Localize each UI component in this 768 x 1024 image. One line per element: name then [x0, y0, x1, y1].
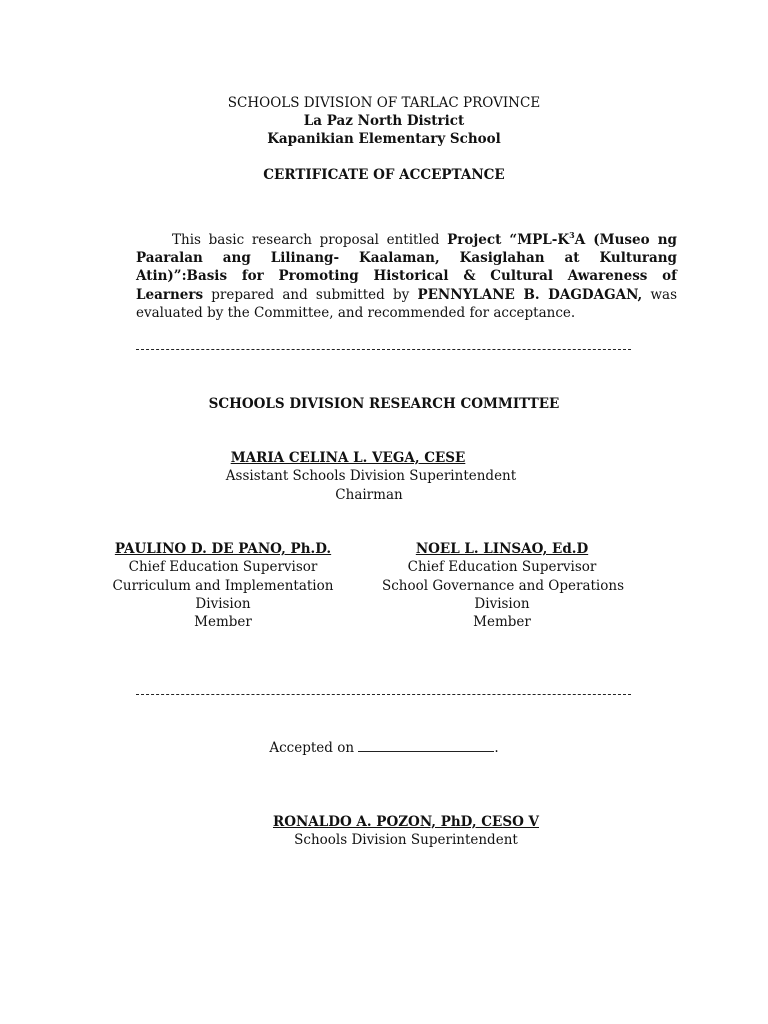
acceptance-label: Accepted on — [269, 740, 359, 756]
member-left-role: Member — [194, 614, 252, 631]
acceptance-suffix: . — [494, 740, 499, 756]
chair-position: Assistant Schools Division Superintendent — [225, 468, 517, 484]
member-right-unit: School Governance and Operations — [382, 577, 624, 594]
body-mid: prepared and submitted by — [203, 286, 418, 303]
member-left — [108, 540, 338, 631]
member-right-role: Member — [473, 614, 531, 631]
body-intro: This basic research proposal entitled — [172, 232, 448, 248]
acceptance-date-blank — [358, 739, 494, 752]
divider — [136, 694, 631, 695]
chair-role: Chairman — [335, 487, 403, 503]
member-right-unit-2: Division — [474, 595, 530, 612]
member-left-position: Chief Education Supervisor — [128, 559, 318, 576]
certificate-title: CERTIFICATE OF ACCEPTANCE — [263, 167, 505, 183]
chair-name: MARIA CELINA L. VEGA, CESE — [230, 450, 466, 466]
member-left-name: PAULINO D. DE PANO, Ph.D. — [114, 541, 332, 557]
author-name: PENNYLANE B. DAGDAGAN, — [417, 286, 643, 303]
committee-heading: SCHOOLS DIVISION RESEARCH COMMITTEE — [208, 396, 560, 412]
member-right-position: Chief Education Supervisor — [407, 559, 597, 576]
acceptance-line — [0, 739, 768, 757]
division-name: SCHOOLS DIVISION OF TARLAC PROVINCE — [227, 95, 541, 111]
member-right-name: NOEL L. LINSAO, Ed.D — [415, 541, 589, 557]
member-left-unit-2: Division — [195, 595, 251, 612]
superintendent-position: Schools Division Superintendent — [294, 832, 518, 848]
school-name: Kapanikian Elementary School — [267, 131, 501, 147]
divider — [136, 349, 631, 350]
district-name: La Paz North District — [303, 113, 465, 129]
project-title: Project “$MPL-K^3A$ (Museo ng Paaralan ang Lilinang- Kaalaman, Kasiglahan at Kulturang Atin)”:Basis for Promoting Historical & Cultural Awareness of Learners — [136, 230, 677, 303]
superintendent-name: RONALDO A. POZON, PhD, CESO V — [272, 814, 540, 830]
body-end: was evaluated by the Committee, and recommended for acceptance. — [136, 286, 678, 321]
member-left-unit: Curriculum and Implementation — [112, 577, 334, 594]
certificate-body — [136, 231, 677, 322]
member-right — [382, 540, 622, 631]
